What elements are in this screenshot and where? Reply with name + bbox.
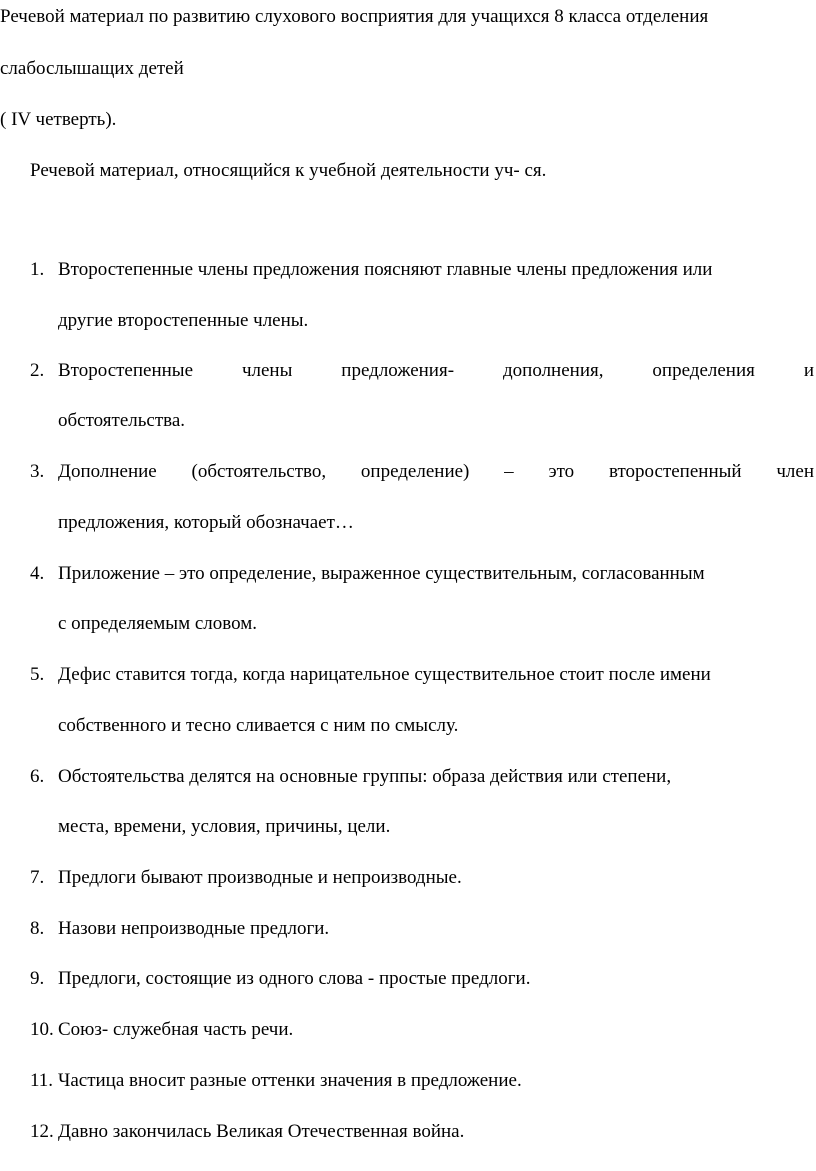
word: Дополнение xyxy=(58,461,157,482)
item-text-line-2: с определяемым словом. xyxy=(58,613,258,634)
title-line-2: слабослышащих детей xyxy=(0,58,184,79)
item-text-line-1: Предлоги бывают производные и непроизводные. xyxy=(58,867,462,888)
item-number: 11. xyxy=(30,1070,54,1091)
item-text-line-1: Дефис ставится тогда, когда нарицательное существительное стоит после имени xyxy=(58,664,711,685)
item-number: 7. xyxy=(30,867,45,888)
item-number: 1. xyxy=(30,259,45,280)
item-text-line-2: обстоятельства. xyxy=(58,410,186,431)
item-text-line-1: Второстепенные члены предложения поясняют главные члены предложения или xyxy=(58,259,713,280)
word: определение) xyxy=(360,461,470,482)
title-line-1: Речевой материал по развитию слухового восприятия для учащихся 8 класса отделения xyxy=(0,6,709,27)
item-number: 8. xyxy=(30,918,45,939)
item-number: 10. xyxy=(30,1019,54,1040)
word: – xyxy=(504,461,514,482)
word: (обстоятельство, xyxy=(191,461,327,482)
item-number: 4. xyxy=(30,563,45,584)
item-text-line-1: Приложение – это определение, выраженное существительным, согласованным xyxy=(58,563,705,584)
item-text-line-2: предложения, который обозначает… xyxy=(58,512,354,533)
word: члены xyxy=(241,360,293,381)
word: дополнения, xyxy=(502,360,604,381)
item-text-line-2: места, времени, условия, причины, цели. xyxy=(58,816,391,837)
item-text-line-1: Давно закончилась Великая Отечественная война. xyxy=(58,1121,465,1142)
item-text-line-1: Назови непроизводные предлоги. xyxy=(58,918,330,939)
word: член xyxy=(776,461,814,482)
item-number: 2. xyxy=(30,360,45,381)
item-text-line-1 xyxy=(58,460,814,484)
word: и xyxy=(803,360,814,381)
item-number: 6. xyxy=(30,766,45,787)
item-number: 5. xyxy=(30,664,45,685)
subtitle: Речевой материал, относящийся к учебной деятельности уч- ся. xyxy=(30,160,547,181)
word: предложения- xyxy=(341,360,455,381)
item-text-line-1: Обстоятельства делятся на основные группы: образа действия или степени, xyxy=(58,766,672,787)
item-text-line-2: другие второстепенные члены. xyxy=(58,310,309,331)
word: Второстепенные xyxy=(58,360,194,381)
item-text-line-2: собственного и тесно сливается с ним по смыслу. xyxy=(58,715,459,736)
item-number: 3. xyxy=(30,461,45,482)
word: определения xyxy=(652,360,755,381)
title-line-3: ( IV четверть). xyxy=(0,109,117,130)
item-number: 12. xyxy=(30,1121,54,1142)
word: это xyxy=(548,461,575,482)
item-text-line-1 xyxy=(58,359,814,383)
item-text-line-1: Частица вносит разные оттенки значения в предложение. xyxy=(58,1070,522,1091)
item-number: 9. xyxy=(30,968,45,989)
item-text-line-1: Предлоги, состоящие из одного слова - простые предлоги. xyxy=(58,968,531,989)
word: второстепенный xyxy=(608,461,742,482)
item-text-line-1: Союз- служебная часть речи. xyxy=(58,1019,294,1040)
